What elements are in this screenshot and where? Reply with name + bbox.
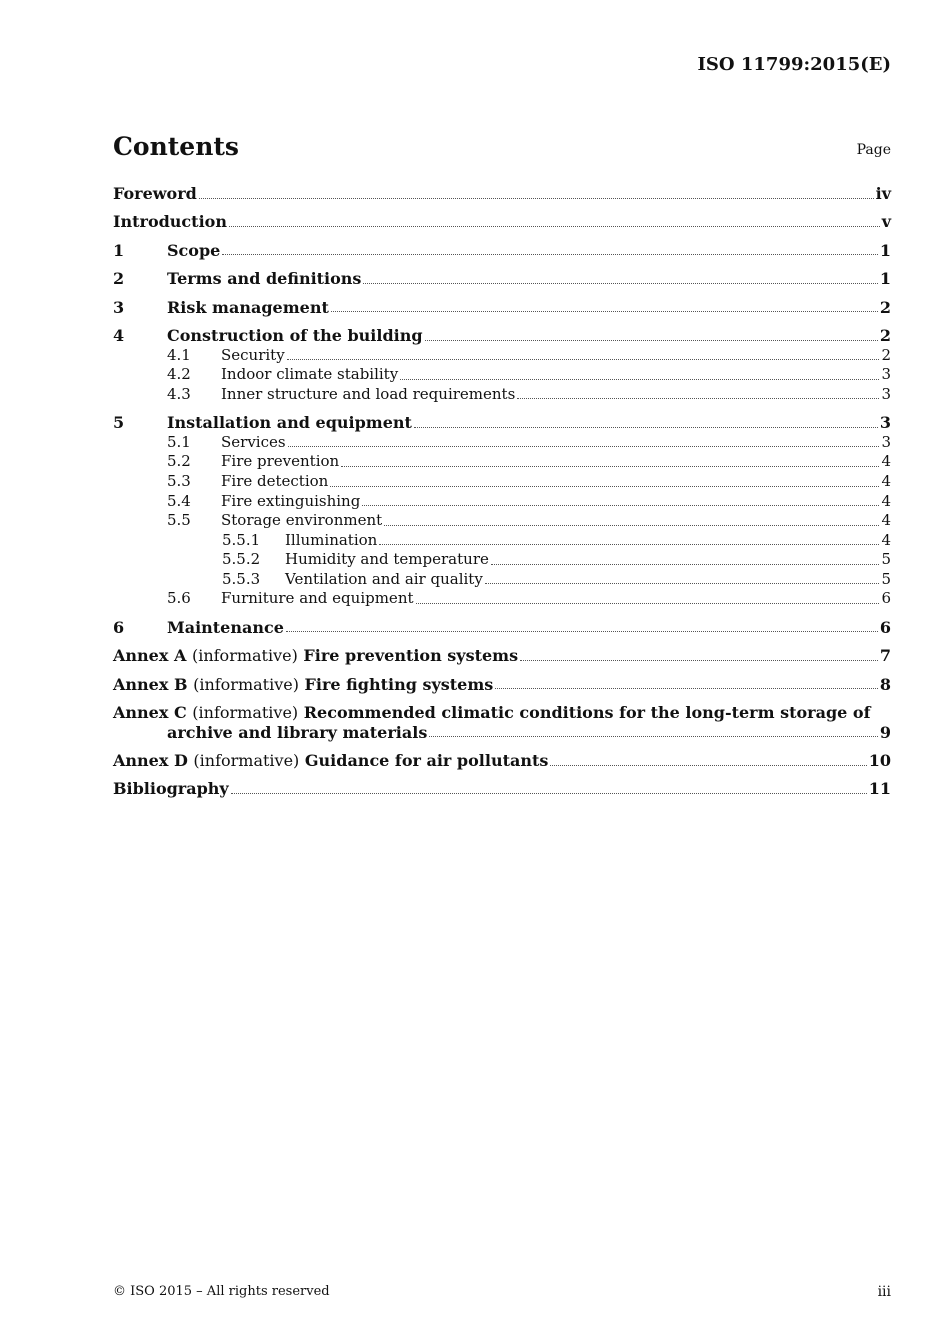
toc-entry-page: 3 xyxy=(881,432,891,451)
toc-entry-title: Introduction xyxy=(113,212,227,232)
footer-copyright: © ISO 2015 – All rights reserved xyxy=(113,1284,330,1299)
toc-entry-page: 7 xyxy=(879,646,891,666)
toc-entry-page: 3 xyxy=(881,365,891,384)
toc-entry-4[interactable] xyxy=(113,326,891,346)
toc-annex-kind: (informative) xyxy=(191,646,298,666)
page-column-label: Page xyxy=(856,142,891,158)
document-id: ISO 11799:2015(E) xyxy=(697,54,891,75)
toc-leader xyxy=(341,466,879,467)
toc-entry-5-6[interactable] xyxy=(113,589,891,609)
toc-entry-5-5-3[interactable] xyxy=(113,570,891,590)
toc-annex-kind: (informative) xyxy=(193,751,300,771)
toc-entry-page: 11 xyxy=(868,779,891,799)
toc-entry-5-4[interactable] xyxy=(113,492,891,512)
toc-leader xyxy=(379,544,879,545)
toc-entry-foreword[interactable] xyxy=(113,184,891,204)
contents-title: Contents xyxy=(113,132,240,161)
toc-entry-annex-c-continued[interactable] xyxy=(113,723,891,743)
toc-annex-kind: (informative) xyxy=(192,703,299,723)
toc-entry-1[interactable] xyxy=(113,241,891,261)
table-of-contents xyxy=(113,184,891,799)
toc-entry-number: 5.5.2 xyxy=(222,550,261,569)
toc-annex-label: Annex C xyxy=(113,703,187,723)
toc-entry-title: Terms and definitions xyxy=(167,269,362,289)
toc-entry-page: 5 xyxy=(881,550,891,569)
toc-entry-page: 9 xyxy=(879,722,891,742)
toc-entry-title: Maintenance xyxy=(167,617,284,637)
toc-leader xyxy=(550,765,866,766)
toc-entry-4-1[interactable] xyxy=(113,346,891,366)
toc-entry-number: 4 xyxy=(113,325,125,345)
toc-leader xyxy=(485,583,880,584)
toc-entry-annex-b[interactable] xyxy=(113,675,891,695)
toc-entry-title: Bibliography xyxy=(113,779,229,799)
toc-entry-number: 6 xyxy=(113,617,125,637)
toc-entry-number: 5.2 xyxy=(167,452,191,471)
toc-entry-title: Fire prevention xyxy=(221,452,340,471)
toc-entry-number: 5.5 xyxy=(167,511,191,530)
toc-entry-number: 5.1 xyxy=(167,432,191,451)
toc-entry-2[interactable] xyxy=(113,269,891,289)
toc-entry-title: Indoor climate stability xyxy=(221,365,399,384)
toc-entry-page: v xyxy=(881,212,891,232)
toc-leader xyxy=(288,446,880,447)
toc-entry-5-5-1[interactable] xyxy=(113,531,891,551)
toc-entry-title: Illumination xyxy=(285,530,378,549)
toc-entry-page: 4 xyxy=(881,452,891,471)
toc-entry-number: 5.4 xyxy=(167,491,191,510)
toc-leader xyxy=(416,603,880,604)
toc-entry-page: 4 xyxy=(881,491,891,510)
toc-entry-6[interactable] xyxy=(113,618,891,638)
toc-entry-3[interactable] xyxy=(113,298,891,318)
footer-page-number: iii xyxy=(877,1284,891,1300)
contents-header xyxy=(113,132,891,166)
toc-entry-5-2[interactable] xyxy=(113,452,891,472)
toc-leader xyxy=(425,340,878,341)
toc-entry-page: 5 xyxy=(881,569,891,588)
toc-entry-page: 8 xyxy=(879,674,891,694)
toc-entry-page: 4 xyxy=(881,471,891,490)
toc-entry-title: Ventilation and air quality xyxy=(285,569,483,588)
toc-entry-title: Guidance for air pollutants xyxy=(304,751,549,771)
toc-entry-title: Foreword xyxy=(113,184,197,203)
toc-entry-5[interactable] xyxy=(113,413,891,433)
toc-entry-annex-a[interactable] xyxy=(113,646,891,666)
toc-entry-5-3[interactable] xyxy=(113,472,891,492)
toc-entry-page: 3 xyxy=(879,413,891,433)
toc-leader xyxy=(491,564,880,565)
toc-entry-number: 5.3 xyxy=(167,471,191,490)
toc-entry-page: iv xyxy=(875,184,891,203)
toc-entry-5-5-2[interactable] xyxy=(113,550,891,570)
toc-leader xyxy=(517,398,879,399)
toc-leader xyxy=(400,379,879,380)
toc-entry-title: Recommended climatic conditions for the long-term storage of xyxy=(303,703,871,723)
toc-leader xyxy=(286,631,878,632)
toc-entry-title: Risk management xyxy=(167,297,329,317)
toc-entry-page: 2 xyxy=(881,345,891,364)
toc-leader xyxy=(199,198,874,199)
toc-entry-title: Fire fighting systems xyxy=(304,674,494,694)
toc-entry-4-3[interactable] xyxy=(113,385,891,405)
toc-entry-title: Fire detection xyxy=(221,471,329,490)
toc-entry-bibliography[interactable] xyxy=(113,779,891,799)
toc-leader xyxy=(495,688,878,689)
toc-leader xyxy=(231,793,867,794)
toc-entry-number: 1 xyxy=(113,240,125,260)
toc-entry-number: 4.2 xyxy=(167,365,191,384)
toc-entry-page: 3 xyxy=(881,384,891,403)
toc-entry-page: 6 xyxy=(879,617,891,637)
toc-entry-page: 1 xyxy=(879,240,891,260)
toc-leader xyxy=(362,505,879,506)
toc-entry-title: Storage environment xyxy=(221,511,383,530)
toc-entry-title: Scope xyxy=(167,240,221,260)
toc-entry-page: 4 xyxy=(881,530,891,549)
toc-entry-page: 10 xyxy=(868,751,891,771)
toc-entry-number: 5.5.1 xyxy=(222,530,261,549)
toc-entry-title: Furniture and equipment xyxy=(221,589,414,608)
toc-entry-number: 4.3 xyxy=(167,384,191,403)
toc-entry-title: Security xyxy=(221,345,285,364)
toc-entry-page: 6 xyxy=(881,589,891,608)
toc-leader xyxy=(331,311,878,312)
toc-leader xyxy=(287,359,880,360)
toc-entry-5-1[interactable] xyxy=(113,433,891,453)
toc-entry-title: Installation and equipment xyxy=(167,413,412,433)
toc-entry-page: 4 xyxy=(881,511,891,530)
toc-annex-label: Annex B xyxy=(113,674,188,694)
toc-entry-introduction[interactable] xyxy=(113,212,891,232)
toc-leader xyxy=(384,525,879,526)
toc-entry-number: 5 xyxy=(113,413,125,433)
toc-entry-title: Humidity and temperature xyxy=(285,550,489,569)
toc-entry-title-continued: archive and library materials xyxy=(167,722,428,742)
toc-entry-title: Fire prevention systems xyxy=(303,646,519,666)
toc-entry-number: 3 xyxy=(113,297,125,317)
toc-leader xyxy=(222,254,878,255)
toc-entry-4-2[interactable] xyxy=(113,365,891,385)
toc-entry-5-5[interactable] xyxy=(113,511,891,531)
toc-entry-number: 5.5.3 xyxy=(222,569,261,588)
toc-entry-number: 2 xyxy=(113,269,125,289)
toc-leader xyxy=(520,660,878,661)
toc-leader xyxy=(429,736,878,737)
toc-entry-page: 2 xyxy=(879,297,891,317)
toc-leader xyxy=(363,283,877,284)
toc-entry-title: Services xyxy=(221,432,286,451)
toc-leader xyxy=(414,427,878,428)
toc-entry-page: 1 xyxy=(879,269,891,289)
toc-leader xyxy=(330,486,879,487)
toc-entry-number: 5.6 xyxy=(167,589,191,608)
toc-entry-title: Construction of the building xyxy=(167,325,423,345)
toc-entry-annex-d[interactable] xyxy=(113,751,891,771)
toc-annex-label: Annex D xyxy=(113,751,188,771)
toc-annex-label: Annex A xyxy=(113,646,187,666)
toc-annex-kind: (informative) xyxy=(193,674,299,694)
toc-entry-annex-c[interactable] xyxy=(113,703,891,723)
toc-entry-title: Fire extinguishing xyxy=(221,491,361,510)
toc-entry-title: Inner structure and load requirements xyxy=(221,384,516,403)
toc-entry-page: 2 xyxy=(879,325,891,345)
toc-entry-number: 4.1 xyxy=(167,345,191,364)
toc-leader xyxy=(229,226,880,227)
